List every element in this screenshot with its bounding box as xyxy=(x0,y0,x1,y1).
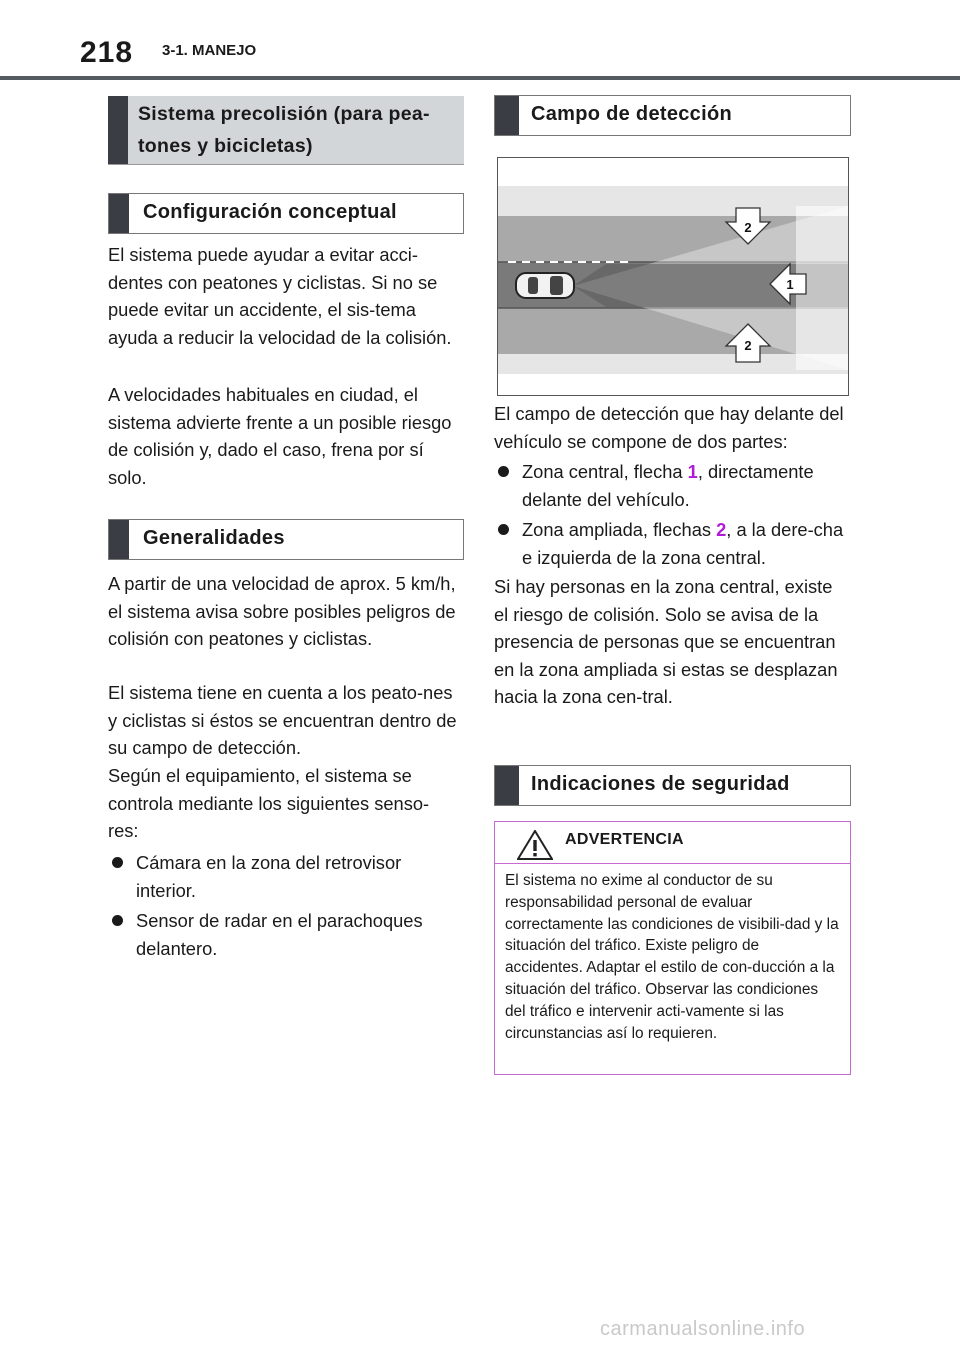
bullet-dot xyxy=(112,857,123,868)
concept-paragraph-2: A velocidades habituales en ciudad, el sistema advierte frente a un posible riesgo de colisión y, dado el caso, frena por sí solo. xyxy=(108,384,452,488)
heading-bar xyxy=(109,520,129,559)
heading-bar xyxy=(108,96,128,164)
main-heading xyxy=(108,96,464,165)
arrow-center-label: 1 xyxy=(786,277,794,292)
reference-marker: 2 xyxy=(716,519,727,540)
concept-heading-text: Configuración conceptual xyxy=(143,201,397,223)
bullet-dot xyxy=(498,466,509,477)
car-icon xyxy=(516,273,574,298)
safety-heading-text: Indicaciones de seguridad xyxy=(531,773,790,795)
list-item xyxy=(494,516,850,571)
main-heading-line2: tones y bicicletas) xyxy=(138,135,313,157)
bullet-dot xyxy=(498,524,509,535)
warning-text: El sistema no exime al conductor de su responsabilidad personal de evaluar correctamente las condiciones de visibili-dad y la situación del tráfico. Existe peligro de accidentes. Adaptar el estilo de con-ducción a la situación del tráfico. Observar las condiciones del tráfico e intervenir acti-vamente si las circunstancias así lo requieren. xyxy=(505,872,839,1042)
field-heading xyxy=(494,95,851,136)
watermark: carmanualsonline.info xyxy=(600,1318,806,1340)
warning-title: ADVERTENCIA xyxy=(565,831,684,848)
warning-triangle-icon xyxy=(517,830,553,860)
bullet-text-pre: Zona central, flecha xyxy=(522,461,688,482)
main-heading-line1: Sistema precolisión (para pea- xyxy=(138,103,430,125)
field-paragraph-2: Si hay personas en la zona central, existe el riesgo de colisión. Solo se avisa de la presencia de personas que se encuentran en la zona ampliada si estas se desplazan hacia la zona cen-tral. xyxy=(494,576,838,707)
general-paragraph-2: El sistema tiene en cuenta a los peato-nes y ciclistas si éstos se encuentran dentro de su campo de detección. xyxy=(108,682,457,758)
general-heading-text: Generalidades xyxy=(143,527,285,549)
general-heading xyxy=(108,519,464,560)
concept-heading xyxy=(108,193,464,234)
arrow-bottom-label: 2 xyxy=(744,338,752,353)
detection-field-diagram xyxy=(497,157,849,396)
general-paragraph-3: Según el equipamiento, el sistema se controla mediante los siguientes senso-res: xyxy=(108,765,430,841)
bullet-text-post: , directamente delante del vehículo. xyxy=(522,461,814,510)
list-item xyxy=(494,458,850,513)
concept-paragraph-1: El sistema puede ayudar a evitar acci-dentes con peatones y ciclistas. Si no se puede evitar un accidente, el sis-tema ayuda a reducir la velocidad de la colisión. xyxy=(108,244,452,348)
list-item xyxy=(108,849,458,904)
field-heading-text: Campo de detección xyxy=(531,103,732,125)
warning-header xyxy=(495,822,850,864)
reference-marker: 1 xyxy=(687,461,698,482)
general-paragraph-1: A partir de una velocidad de aprox. 5 km/h, el sistema avisa sobre posibles peligros de colisión con peatones y ciclistas. xyxy=(108,573,456,649)
heading-bar xyxy=(495,96,519,135)
heading-bar xyxy=(109,194,129,233)
arrow-top-label: 2 xyxy=(744,220,752,235)
section-title: 3-1. MANEJO xyxy=(162,42,257,59)
header-divider xyxy=(0,76,960,80)
bullet-text: Sensor de radar en el parachoques delantero. xyxy=(136,910,423,959)
bullet-dot xyxy=(112,915,123,926)
heading-bar xyxy=(495,766,519,805)
bullet-text-post: , a la dere-cha e izquierda de la zona central. xyxy=(522,519,844,568)
warning-box xyxy=(494,821,851,1075)
page-number: 218 xyxy=(80,36,134,69)
field-paragraph-1: El campo de detección que hay delante del vehículo se compone de dos partes: xyxy=(494,403,844,452)
bullet-text-pre: Zona ampliada, flechas xyxy=(522,519,717,540)
bullet-text: Cámara en la zona del retrovisor interior. xyxy=(136,852,402,901)
safety-heading xyxy=(494,765,851,806)
diagram-svg xyxy=(498,158,848,395)
list-item xyxy=(108,907,458,962)
